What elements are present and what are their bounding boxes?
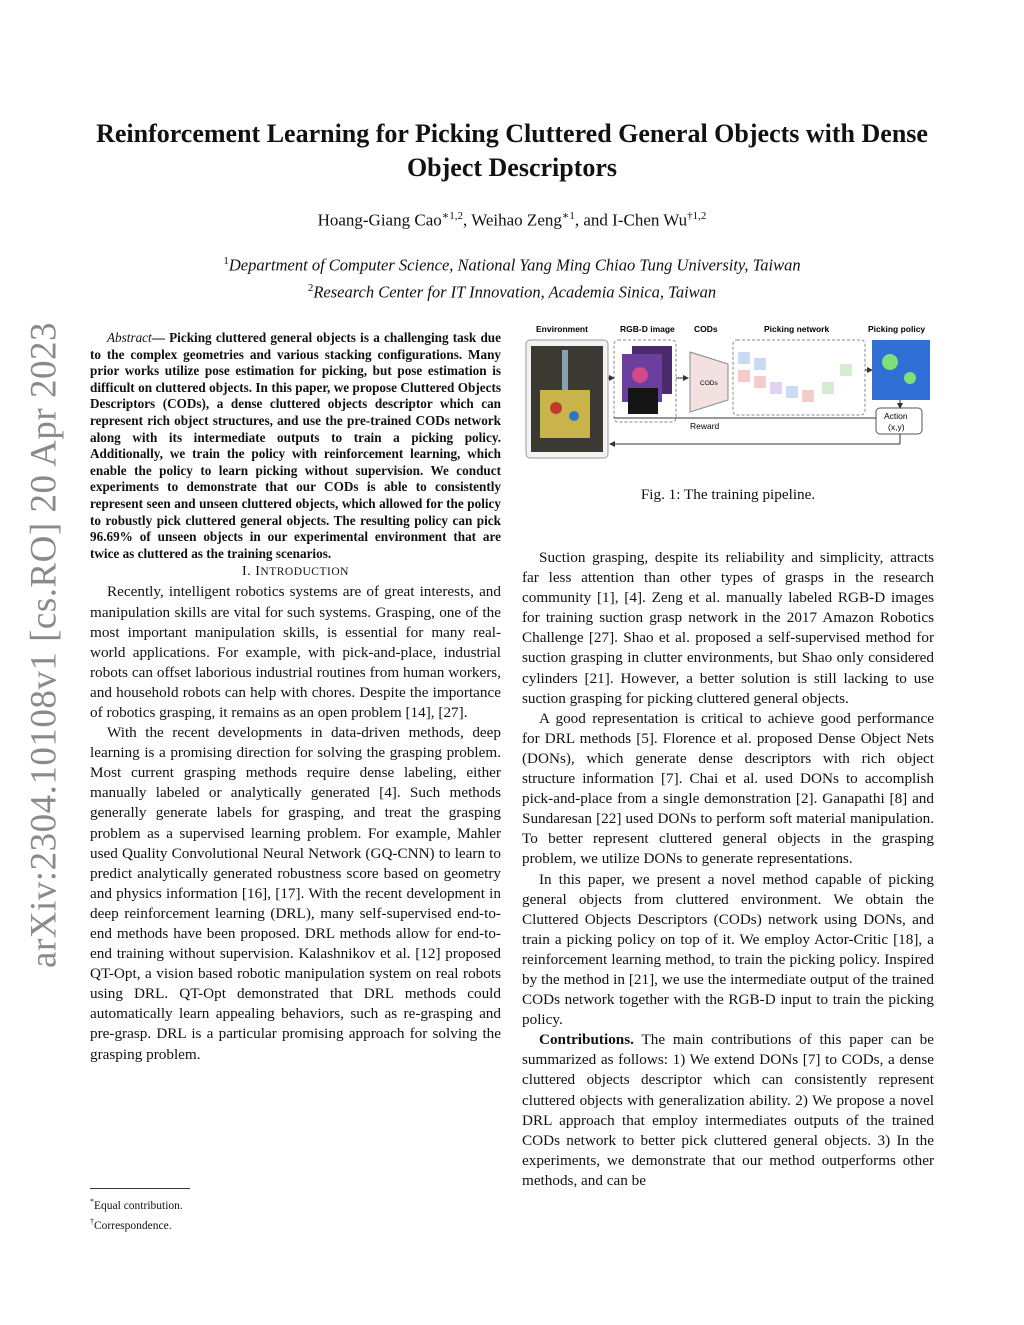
- network-block-green: [822, 382, 834, 394]
- abstract-label: Abstract: [107, 330, 152, 345]
- author-affiliation-mark: †1,2: [687, 210, 707, 222]
- author-name: Hoang-Giang Cao: [317, 210, 442, 230]
- abstract: [90, 330, 501, 562]
- footnote-rule: [90, 1188, 190, 1189]
- rgbd-object: [632, 367, 648, 383]
- paragraph: A good representation is critical to achieve good performance for DRL methods [5]. Florence et al. proposed Dense Object Nets (DONs), which generate dense descriptors with rich object structure information [7]. Chai et al. used DONs to accomplish pick-and-place from a single demonstration [2]. Ganapathi [8] and Sundaresan [22] used DONs to perform soft material manipulation. To better represent cluttered general objects in the grasping problem, we utilize DONs to generate representations.: [522, 709, 934, 868]
- environment-object: [569, 411, 579, 421]
- affiliations: [90, 250, 934, 303]
- affiliation-2: $^2$Research Center for IT Innovation, Academia Sinica, Taiwan: [307, 281, 717, 301]
- paragraph: Suction grasping, despite its reliability and simplicity, attracts far less attention than other types of grasps in the research community [1], [4]. Zeng et al. manually labeled RGB-D images for training suction grasp network in the 2017 Amazon Robotics Challenge [27]. Shao et al. proposed a self-supervised method for suction grasping in clutter environments, but Shao only considered cylinders [21]. However, a better solution is still lacking to use suction grasping for picking cluttered general objects.: [522, 549, 934, 707]
- contributions-text: The main contributions of this paper can be summarized as follows: 1) We extend DONs [7] to CODs, a dense cluttered objects descriptor which can consistently represent cluttered objects with generalization ability. 2) We propose a novel DRL approach that employ intermediates outputs of the trained CODs network to better pick cluttered general objects. 3) In the experiments, we demonstrate that our method outperforms other methods, and can be: [522, 1031, 934, 1189]
- action-label: Action: [884, 411, 908, 421]
- contributions-paragraph: [522, 1030, 934, 1191]
- arxiv-stamp: [14, 322, 74, 968]
- footnote: *Equal contribution.: [90, 1197, 183, 1212]
- abstract-text: — Picking cluttered general objects is a challenging task due to the complex geometries and various stacking configurations. Many prior works utilize pose estimation for picking, but pose estimation is difficult on cluttered objects. In this paper, we propose Cluttered Objects Descriptors (CODs), a dense cluttered objects descriptor which can represent rich object structures, and use the pre-trained CODs network along with its intermediate outputs to train a picking policy. Additionally, we train the policy with reinforcement learning, which enable the policy to learn picking without supervision. We conduct experiments to demonstrate that our CODs is able to consistently represent seen and unseen cluttered objects, which allowed for the policy to robustly pick cluttered general objects. The resulting policy can pick 96.69% of unseen objects in our experimental environment that are twice as cluttered as the training scenarios.: [90, 330, 501, 561]
- figure-label-picking-policy: Picking policy: [868, 324, 926, 334]
- figure-label-rgbd: RGB-D image: [620, 324, 675, 334]
- training-pipeline-figure: [522, 320, 934, 470]
- environment-bin: [540, 390, 590, 438]
- action-coords: (x,y): [888, 422, 905, 432]
- reward-label: Reward: [690, 421, 720, 431]
- network-block-red: [754, 376, 766, 388]
- footnote: †Correspondence.: [90, 1216, 172, 1232]
- network-block-blue: [754, 358, 766, 370]
- figure-label-environment: Environment: [536, 324, 588, 334]
- footnotes: [90, 1188, 290, 1234]
- network-block-green: [840, 364, 852, 376]
- policy-highlight: [904, 372, 916, 384]
- author-affiliation-mark: ∗1,2: [441, 210, 463, 222]
- figure-caption: Fig. 1: The training pipeline.: [640, 486, 816, 503]
- author-affiliation-mark: ∗1: [561, 210, 575, 222]
- picking-network-panel: [733, 340, 865, 415]
- cods-box-label: CODs: [700, 380, 718, 387]
- author-name: Weihao Zeng: [471, 210, 562, 230]
- network-block-red: [738, 370, 750, 382]
- paragraph: In this paper, we present a novel method capable of picking general objects from cluttered environment. We obtain the Cluttered Objects Descriptors (CODs) network using DONs, and train a picking policy on top of it. We employ Actor-Critic [18], a reinforcement learning method, to train the picking policy. Inspired by the method in [21], we use the intermediate output of the trained CODs network together with the RGB-D input to train the picking policy.: [522, 870, 934, 1029]
- network-block-blue: [738, 352, 750, 364]
- network-block-purple: [770, 382, 782, 394]
- paragraph: With the recent developments in data-driven methods, deep learning is a promising direction for solving the grasping problem. Most current grasping methods require dense labeling, either manually labeled or analytically generated [4]. Such methods generally generate labels for grasping, and treat the grasping problem as a supervised learning problem. For example, Mahler used Quality Convolutional Neural Network (GQ-CNN) to learn to predict analytically generated robustness score based on geometry and physics information [16], [17]. With the recent development in deep reinforcement learning (DRL), many self-supervised end-to-end methods have been proposed. DRL methods allow for end-to-end training without supervision. Kalashnikov et al. [12] proposed QT-Opt, a vision based robotic manipulation system on real robots using DRL. QT-Opt demonstrated that DRL methods could automatically learn appealing behaviors, such as re-grasping and pre-grasp. DRL is a particular promising approach for solving the grasping problem.: [90, 724, 501, 1063]
- robot-arm: [562, 350, 568, 390]
- right-column: [522, 548, 934, 1191]
- paragraph: Recently, intelligent robotics systems are of great interests, and manipulation skills are vital for such systems. Grasping, one of the most important manipulation skills, is essential for many real-world applications. For example, with pick-and-place, industrial robots can offset laborious industrial routines from human workers, and household robots can help with chores. Despite the importance of robotics grasping, it remains as an open problem [14], [27].: [90, 583, 501, 721]
- depth-image: [628, 388, 658, 414]
- picking-policy-image: [872, 340, 930, 400]
- section-heading: I. INTRODUCTION: [242, 564, 349, 580]
- left-column: [90, 330, 501, 1065]
- affiliation-1: $^1$Department of Computer Science, National Yang Ming Chiao Tung University, Taiwan: [223, 255, 801, 275]
- contributions-label: Contributions.: [539, 1031, 634, 1049]
- author-list: Hoang-Giang Cao$^{∗1,2}$, Weihao Zeng$^{∗1}$, and I-Chen Wu$^{\dagger 1,2}$: [317, 210, 707, 230]
- figure-label-picking-network: Picking network: [764, 324, 830, 334]
- environment-object: [550, 402, 562, 414]
- paper-title: Reinforcement Learning for Picking Cluttered General Objects with Dense Object Descriptors: [96, 119, 928, 182]
- figure-label-cods: CODs: [694, 324, 718, 334]
- network-block-blue: [786, 386, 798, 398]
- author-name: I-Chen Wu: [612, 210, 688, 230]
- policy-highlight: [882, 354, 898, 370]
- arxiv-stamp-text: arXiv:2304.10108v1 [cs.RO] 20 Apr 2023: [23, 322, 65, 968]
- network-block-red: [802, 390, 814, 402]
